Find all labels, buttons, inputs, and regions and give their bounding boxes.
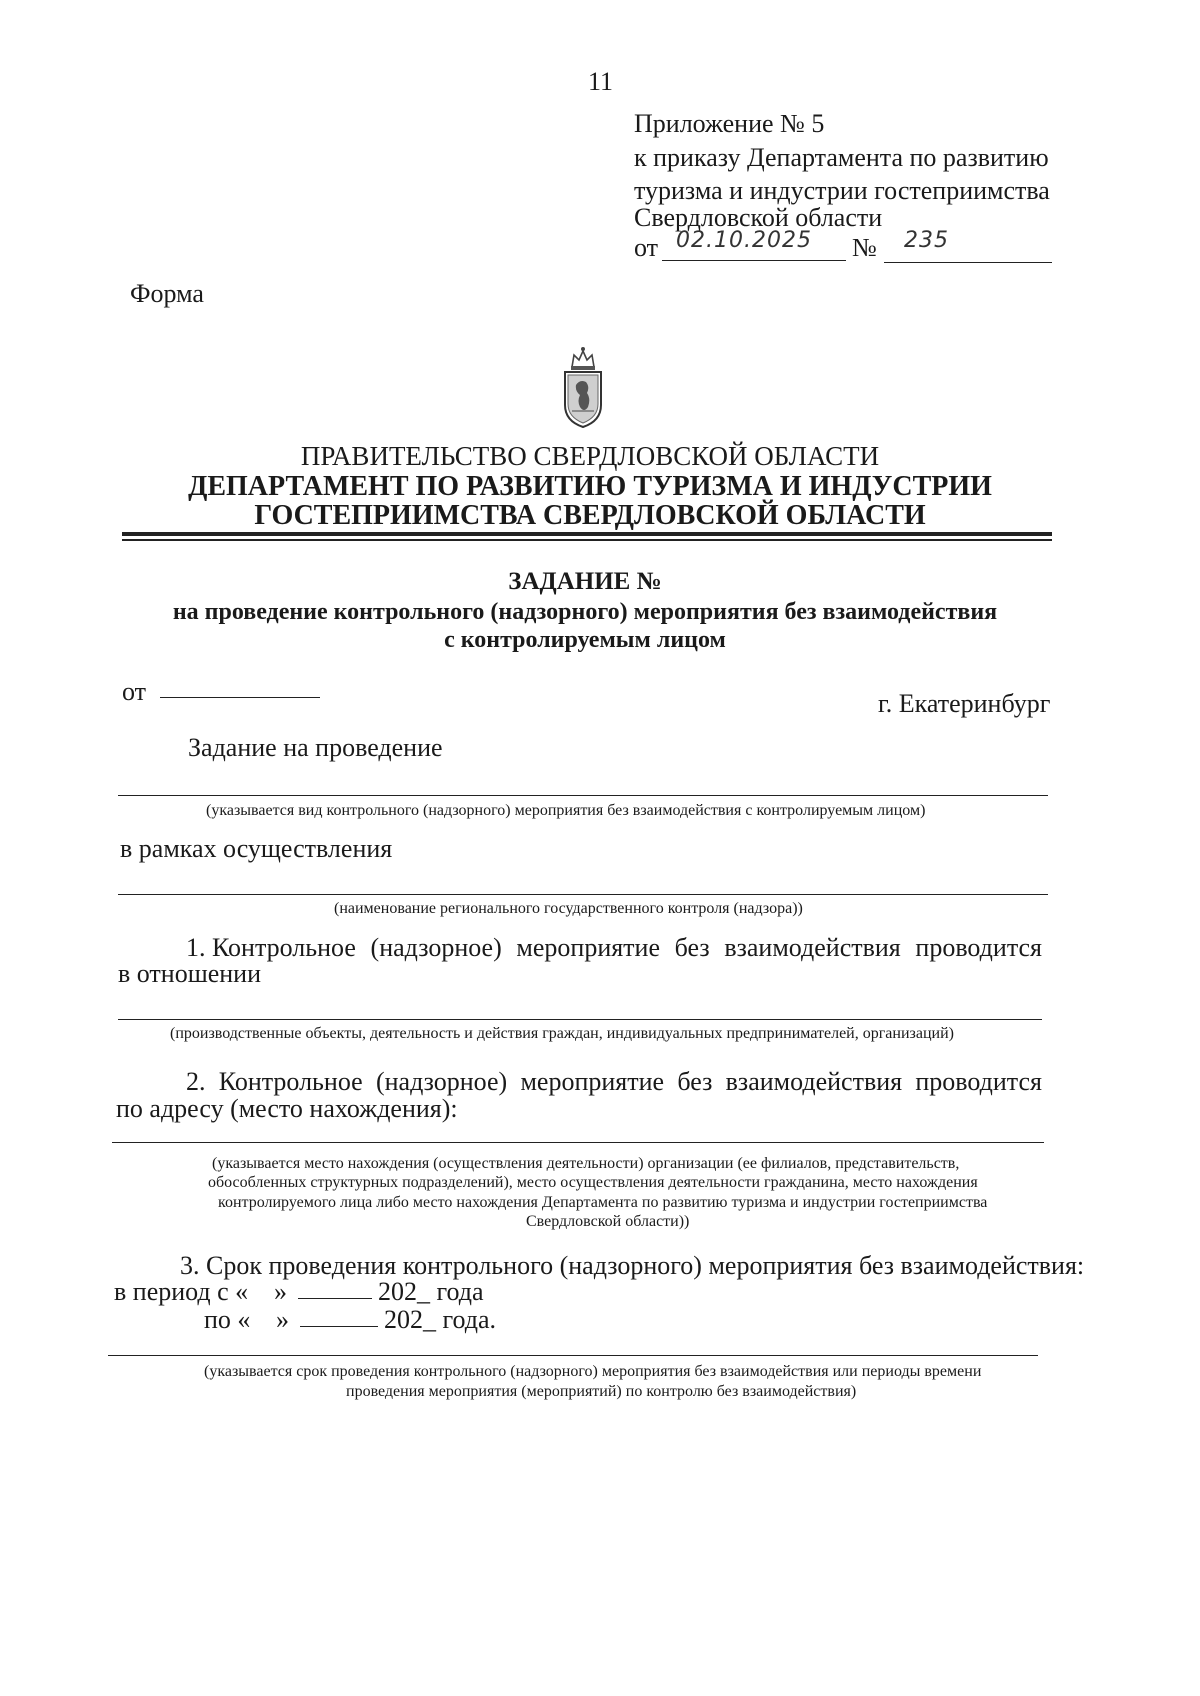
item2-word: 2. [186, 1067, 206, 1096]
period-from-suffix: » [274, 1277, 287, 1306]
period-from-year: 202_ года [378, 1277, 484, 1306]
government-name: ПРАВИТЕЛЬСТВО СВЕРДЛОВСКОЙ ОБЛАСТИ [300, 441, 880, 471]
period-to-year: 202_ года. [384, 1305, 497, 1334]
item1-word: проводится [915, 933, 1042, 962]
appendix-date-line [662, 260, 846, 261]
item2-word: без [677, 1067, 713, 1096]
appendix-line: к приказу Департамента по развитию [634, 143, 1049, 172]
task-intro: Задание на проведение [188, 733, 443, 762]
header-rule-thick [122, 532, 1052, 536]
period-to-month-line [300, 1326, 378, 1327]
item2-word: Контрольное [218, 1067, 363, 1096]
event-type-line [118, 795, 1048, 796]
item1-word: без [674, 933, 710, 962]
appendix-line: Свердловской области [634, 203, 883, 232]
appendix-line: туризма и индустрии гостеприимства [634, 176, 1050, 205]
task-subtitle-line1: на проведение контрольного (надзорного) мероприятия без взаимодействия [172, 599, 998, 625]
item2-word: проводится [915, 1067, 1042, 1096]
item1-word: (надзорное) [370, 933, 502, 962]
appendix-number-line [884, 262, 1052, 263]
page-number: 11 [588, 67, 614, 96]
item2-word: мероприятие [520, 1067, 665, 1096]
department-name-line2: ГОСТЕПРИИМСТВА СВЕРДЛОВСКОЙ ОБЛАСТИ [254, 500, 926, 531]
period-to-suffix: » [276, 1305, 289, 1334]
department-name-line1: ДЕПАРТАМЕНТ ПО РАЗВИТИЮ ТУРИЗМА И ИНДУСТРИИ [188, 471, 992, 502]
item2-blank-line [112, 1142, 1044, 1143]
item1-blank-line [118, 1019, 1042, 1020]
item1-word: взаимодействия [724, 933, 901, 962]
appendix-no-label: № [852, 233, 877, 262]
framework-label: в рамках осуществления [120, 834, 393, 863]
item1-note: (производственные объекты, деятельность и действия граждан, индивидуальных предпринимателей, организаций) [170, 1025, 954, 1042]
item3-note-line: проведения мероприятия (мероприятий) по контролю без взаимодействия) [346, 1383, 857, 1400]
item2-note-line: обособленных структурных подразделений), место осуществления деятельности гражданина, место нахождения [208, 1174, 978, 1191]
appendix-date-handwritten: 02.10.2025 [676, 228, 812, 253]
item1-word: мероприятие [516, 933, 661, 962]
note-control-name: (наименование регионального государственного контроля (надзора)) [334, 900, 803, 917]
header-rule-thin [122, 539, 1052, 541]
appendix-from-label: от [634, 233, 659, 262]
note-event-type: (указывается вид контрольного (надзорного) мероприятия без взаимодействия с контролируемым лицом) [206, 802, 926, 819]
task-title: ЗАДАНИЕ № [508, 568, 662, 595]
item3-note-line: (указывается срок проведения контрольного (надзорного) мероприятия без взаимодействия или периоды времени [204, 1363, 982, 1380]
item1-word: 1. Контрольное [186, 933, 356, 962]
item1-line2: в отношении [118, 959, 262, 988]
control-name-line [118, 894, 1048, 895]
date-blank-line [160, 697, 320, 698]
appendix-number-handwritten: 235 [904, 228, 949, 253]
item1-line1 [186, 932, 1042, 964]
item3-line1: 3. Срок проведения контрольного (надзорного) мероприятия без взаимодействия: [180, 1251, 1085, 1280]
form-label: Форма [130, 279, 204, 308]
item2-word: (надзорное) [375, 1067, 508, 1096]
item2-note-line: контролируемого лица либо место нахождения Департамента по развитию туризма и индустрии гостеприимства [218, 1194, 988, 1211]
period-from-month-line [298, 1298, 372, 1299]
city-label: г. Екатеринбург [878, 689, 1051, 718]
period-to-prefix: по « [204, 1305, 251, 1334]
task-subtitle-line2: с контролируемым лицом [444, 627, 726, 653]
period-from-prefix: в период с « [114, 1277, 249, 1306]
item3-blank-line [108, 1355, 1038, 1356]
item2-note-line: Свердловской области)) [526, 1213, 690, 1230]
coat-of-arms-icon [560, 345, 606, 429]
appendix-title: Приложение № 5 [634, 109, 825, 138]
item2-word: взаимодействия [725, 1067, 903, 1096]
date-from-label: от [122, 677, 147, 706]
item2-line2: по адресу (место нахождения): [116, 1094, 458, 1123]
item2-note-line: (указывается место нахождения (осуществления деятельности) организации (ее филиалов, представительств, [212, 1155, 960, 1172]
